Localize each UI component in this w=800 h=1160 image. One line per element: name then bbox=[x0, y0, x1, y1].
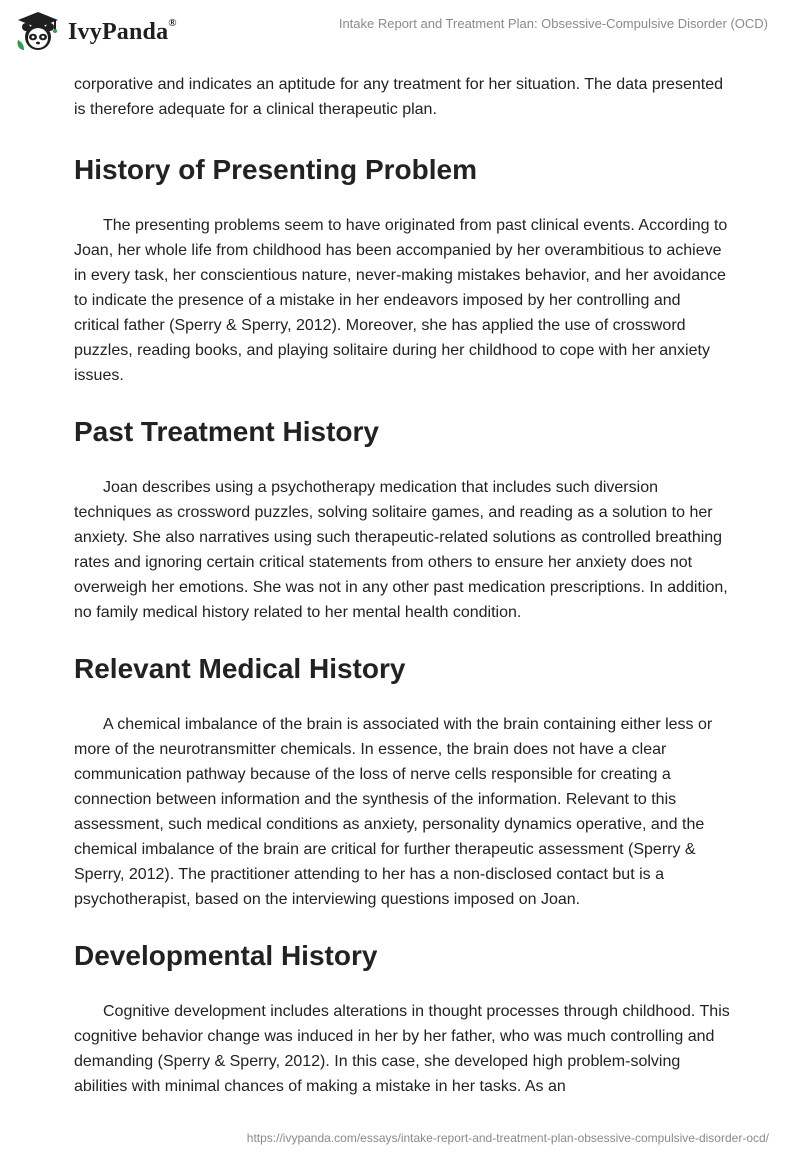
section-heading-presenting-problem: History of Presenting Problem bbox=[74, 154, 477, 185]
section-heading-developmental-history: Developmental History bbox=[74, 940, 378, 971]
section-heading-medical-history: Relevant Medical History bbox=[74, 653, 406, 684]
document-title: Intake Report and Treatment Plan: Obsessive-Compulsive Disorder (OCD) bbox=[338, 16, 768, 31]
page-header bbox=[0, 0, 800, 66]
panda-graduate-icon bbox=[14, 10, 62, 54]
section-paragraph-past-treatment: Joan describes using a psychotherapy medication that includes such diversion techniques as crossword puzzles, solving solitaire games, and reading as a solution to her anxiety. She also narratives using such therapeutic-related solutions as controlled breathing rates and ignoring certain critical statements from others to ensure her anxiety does not overweigh her emotions. She was not in any other past medication prescriptions. In addition, no family medical history related to her mental health condition. bbox=[74, 479, 728, 621]
section-paragraph-developmental-history: Cognitive development includes alterations in thought processes through childhood. This cognitive behavior change was induced in her by her father, who was much controlling and demanding (Sperry & Sperry, 2012). In this case, she developed high problem-solving abilities with minimal chances of making a mistake in her tasks. As an bbox=[74, 1003, 730, 1095]
intro-paragraph: corporative and indicates an aptitude for any treatment for her situation. The data presented is therefore adequate for a clinical therapeutic plan. bbox=[74, 76, 723, 118]
section-paragraph-medical-history: A chemical imbalance of the brain is associated with the brain containing either less or more of the neurotransmitter chemicals. In essence, the brain does not have a clear communication pathway because of the loss of nerve cells responsible for creating a connection between information and the synthesis of the information. Relevant to this assessment, such medical conditions as anxiety, personality dynamics operative, and the chemical imbalance of the brain are critical for further therapeutic assessment (Sperry & Sperry, 2012). The practitioner attending to her has a non-disclosed contact but is a psychotherapist, based on the interviewing questions imposed on Joan. bbox=[74, 716, 713, 908]
footer-url[interactable]: https://ivypanda.com/essays/intake-report-and-treatment-plan-obsessive-compulsive-disorder-ocd/ bbox=[246, 1131, 769, 1145]
logo-text: IvyPanda® bbox=[68, 16, 177, 45]
section-paragraph-presenting-problem: The presenting problems seem to have originated from past clinical events. According to Joan, her whole life from childhood has been accompanied by her overambitious to achieve in every task, her conscientious nature, never-making mistakes behavior, and her avoidance to indicate the presence of a mistake in her endeavors imposed by her controlling and critical father (Sperry & Sperry, 2012). Moreover, she has applied the use of crossword puzzles, reading books, and playing solitaire during her childhood to cope with her anxiety issues. bbox=[74, 217, 728, 384]
article-body bbox=[74, 72, 730, 1099]
section-heading-past-treatment: Past Treatment History bbox=[74, 416, 379, 447]
site-logo[interactable] bbox=[14, 10, 177, 54]
registered-mark: ® bbox=[168, 16, 177, 29]
